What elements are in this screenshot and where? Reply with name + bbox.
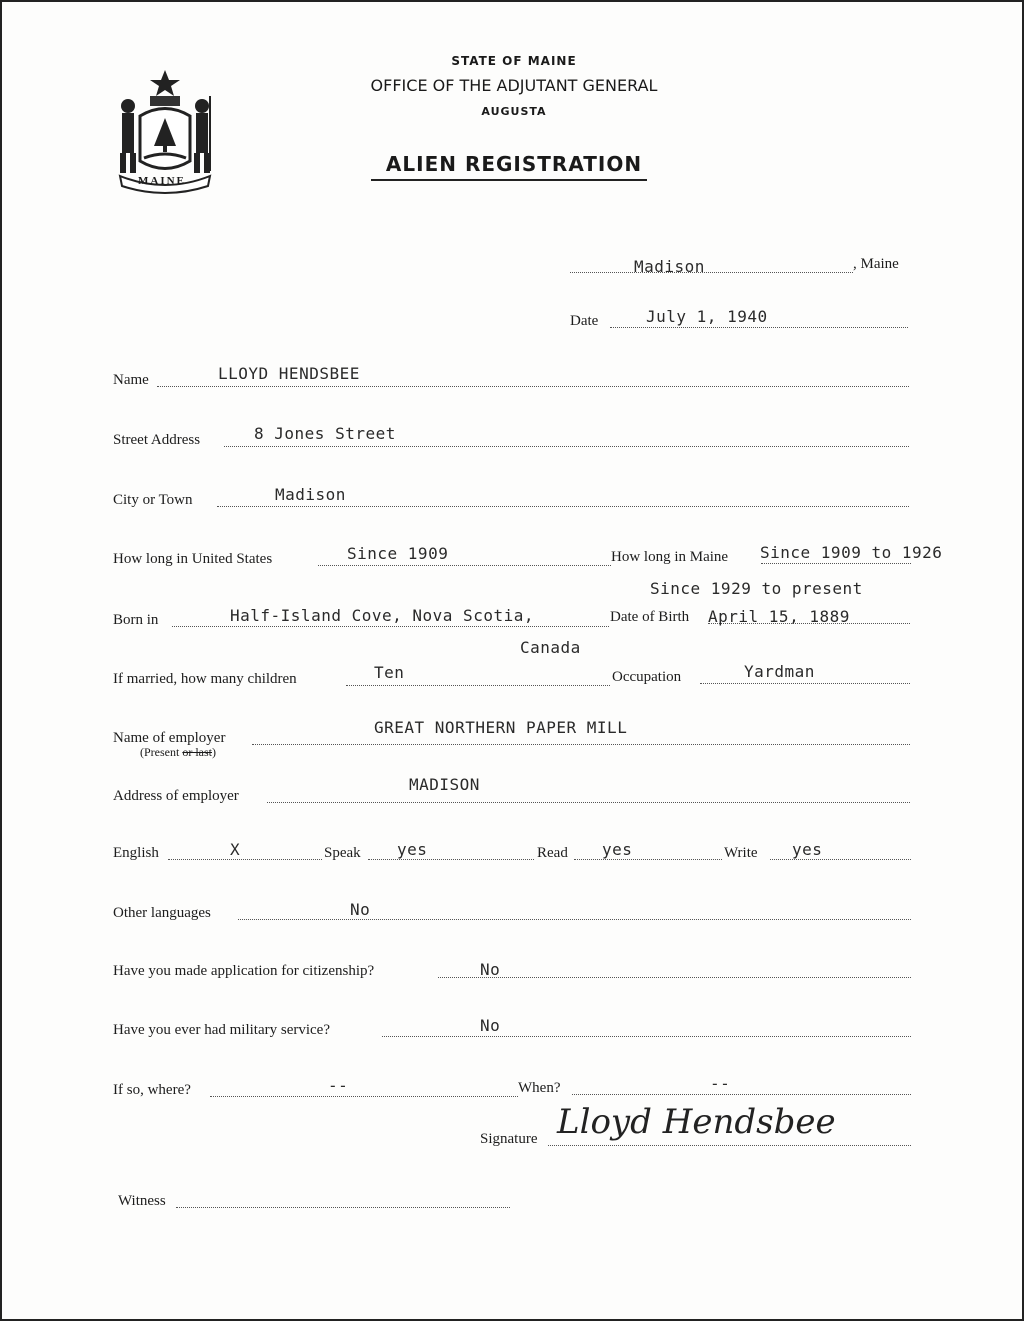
write-value: yes [792, 840, 823, 859]
street-label: Street Address [113, 432, 201, 448]
name-label: Name [113, 372, 149, 388]
office-heading: OFFICE OF THE ADJUTANT GENERAL [370, 76, 658, 95]
title-underline [371, 179, 647, 181]
city-heading: AUGUSTA [481, 105, 547, 118]
born-in-value: Half-Island Cove, Nova Scotia, [230, 606, 534, 625]
children-label: If married, how many children [113, 671, 297, 687]
citizenship-line [438, 977, 911, 978]
street-line [224, 446, 909, 447]
name-value: LLOYD HENDSBEE [218, 364, 360, 383]
name-line [157, 386, 909, 387]
witness-label: Witness [118, 1193, 166, 1209]
town-line [570, 272, 853, 273]
read-value: yes [602, 840, 633, 859]
children-value: Ten [374, 663, 405, 682]
other-languages-label: Other languages [113, 905, 211, 921]
street-value: 8 Jones Street [254, 424, 396, 443]
military-label: Have you ever had military service? [113, 1022, 330, 1038]
town-value: Madison [634, 257, 705, 276]
when-line [572, 1094, 911, 1095]
sublabel-struck: or last [182, 745, 212, 759]
where-line [210, 1096, 518, 1097]
form-title: ALIEN REGISTRATION [385, 152, 643, 176]
witness-line [176, 1207, 510, 1208]
citizenship-label: Have you made application for citizenship? [113, 963, 375, 979]
dob-value: April 15, 1889 [708, 607, 850, 626]
dob-label: Date of Birth [610, 609, 690, 625]
employer-address-value: MADISON [409, 775, 480, 794]
where-value: -- [328, 1076, 349, 1095]
signature-label: Signature [480, 1131, 538, 1147]
maine-duration-line [761, 563, 911, 564]
us-duration-value: Since 1909 [347, 544, 449, 563]
other-languages-value: No [350, 900, 371, 919]
occupation-value: Yardman [744, 662, 815, 681]
occupation-line [700, 683, 910, 684]
date-line [610, 327, 908, 328]
read-label: Read [537, 845, 568, 861]
write-label: Write [724, 845, 758, 861]
english-label: English [113, 845, 159, 861]
citizenship-value: No [480, 960, 501, 979]
speak-value: yes [397, 840, 428, 859]
employer-address-label: Address of employer [113, 788, 239, 804]
maine-duration-label: How long in Maine [611, 549, 729, 565]
occupation-label: Occupation [612, 669, 682, 685]
us-duration-label: How long in United States [113, 551, 273, 567]
sublabel-close: ) [212, 745, 216, 759]
city-line [217, 506, 909, 507]
born-in-line [172, 626, 609, 627]
children-line [346, 685, 610, 686]
born-in-value-line2: Canada [520, 638, 581, 657]
military-value: No [480, 1016, 501, 1035]
where-label: If so, where? [113, 1082, 191, 1098]
maine-duration-value-line2: Since 1929 to present [650, 579, 863, 598]
employer-label: Name of employer [113, 730, 226, 746]
city-label: City or Town [113, 492, 193, 508]
read-line [574, 859, 722, 860]
when-value: -- [710, 1074, 731, 1093]
write-line [770, 859, 911, 860]
date-label: Date [570, 313, 599, 329]
military-line [382, 1036, 911, 1037]
other-languages-line [238, 919, 911, 920]
state-heading: STATE OF MAINE [451, 54, 577, 68]
signature-line [548, 1145, 911, 1146]
english-line [168, 859, 322, 860]
when-label: When? [518, 1080, 561, 1096]
city-value: Madison [275, 485, 346, 504]
state-suffix: , Maine [853, 256, 899, 272]
sublabel-present: (Present [140, 745, 180, 759]
signature-value: Lloyd Hendsbee [557, 1102, 836, 1142]
speak-line [368, 859, 534, 860]
english-value: X [230, 840, 241, 859]
seal-banner-text: MAINE [138, 175, 186, 187]
employer-line [252, 744, 910, 745]
maine-duration-value: Since 1909 to 1926 [760, 543, 943, 562]
us-duration-line [318, 565, 611, 566]
employer-value: GREAT NORTHERN PAPER MILL [374, 718, 628, 737]
born-in-label: Born in [113, 612, 159, 628]
speak-label: Speak [324, 845, 361, 861]
employer-address-line [267, 802, 910, 803]
employer-sublabel [140, 745, 216, 760]
date-value: July 1, 1940 [646, 307, 768, 326]
